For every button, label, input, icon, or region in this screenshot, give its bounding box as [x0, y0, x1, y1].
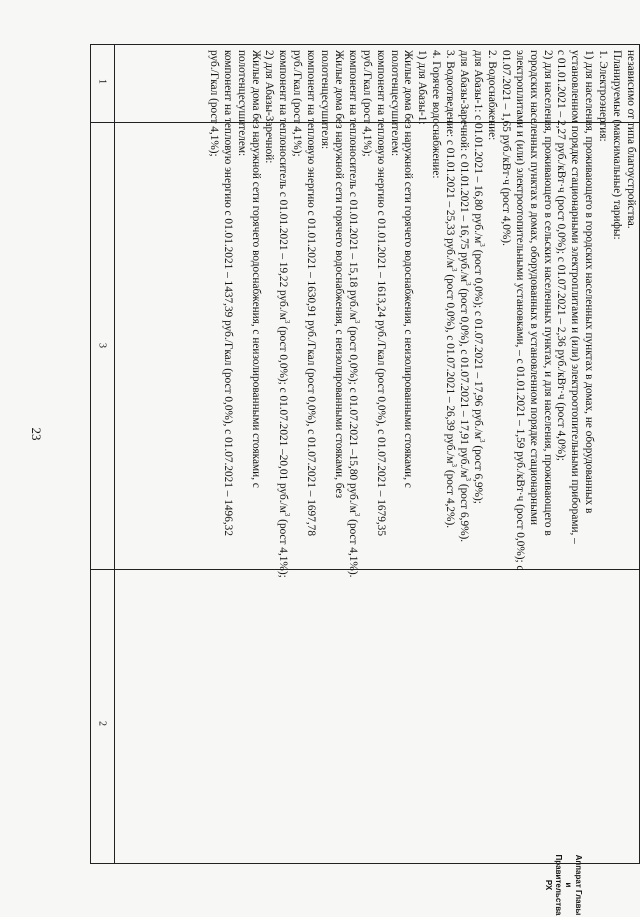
text-line: компонент на тепловую энергию с 01.01.2021 – 1630,91 руб./Гкал (рост 0,0%), с 01.07.2021 – 1697,78: [305, 50, 318, 536]
text-line: 2. Водоснабжение:: [485, 50, 498, 141]
superscript-3: 3: [449, 463, 458, 467]
text-line: Жилые дома без наружной сети горячего водоснабжения, с неизолированными стояками, с: [249, 50, 262, 488]
text-line: руб./Гкал (рост 4,1%);: [207, 50, 220, 157]
text-line: компонент на тепловую энергию с 01.01.2021 – 1437,39 руб./Гкал (рост 0,0%), с 01.07.2021 – 1496,32: [221, 50, 234, 536]
stamp-line-1: Аппарат Главы: [574, 854, 583, 916]
superscript-3: 3: [352, 512, 361, 517]
superscript-3: 3: [283, 319, 292, 324]
text-line: независимо от типа благоустройства.: [625, 50, 637, 229]
superscript-3: 3: [477, 439, 486, 443]
text-line: для Абазы-1: с 01.01.2021 – 16,80 $руб./м^3$ (рост 0,0%); с 01.07.2021 – 17,96 $руб./м^3$ (рост 6,9%);: [472, 50, 486, 504]
text-line: компонент на теплоноситель с 01.01.2021 – 19,22 $руб./м^3$ (рост 0,0%); с 01.07.2021 –20,01 $руб./м^3$ (рост 4,1%);: [277, 50, 292, 578]
text-line: 1. Электроэнергия:: [597, 50, 610, 142]
text-line: 4. Горячее водоснабжение:: [430, 50, 443, 179]
text-line: электроплитами и (или) электроотопительными установками, – с 01.01.2021 – 1,59 руб./кВт·ч (рост 0,0%); с: [513, 50, 526, 571]
text-line: для Абазы-Заречной: с 01.01.2021 – 16,75 $руб./м^3$ (рост 0,0%), с 01.07.2021 – 17,91 $руб./м^3$ (рост 6,9%).: [458, 50, 472, 543]
text-line: городских населенных пунктах в домах, оборудованных в установленном порядке стационарными: [527, 50, 540, 526]
column-number-2: 2: [96, 721, 108, 726]
text-line: руб./Гкал (рост 4,1%);: [360, 50, 373, 157]
text-line: Жилые дома без наружной сети горячего водоснабжения, с неизолированными стояками, без: [332, 50, 345, 499]
text-line: компонент на теплоноситель с 01.01.2021 – 15,18 $руб./м^3$ (рост 0,0%); с 01.07.2021 –15,80 $руб./м^3$ (рост 4,1%).: [346, 50, 361, 578]
text-line: установленном порядке стационарными электроплитами и (или) электроотопительными приборами, –: [569, 50, 582, 544]
text-line: 3. Водоотведение: с 01.01.2021 – 25,33 $руб./м^3$ (рост 0,0%), с 01.07.2021 – 26,39 $руб./м^3$ (рост 4,2%).: [444, 50, 458, 529]
superscript-3: 3: [463, 282, 472, 286]
text-line: 1) для Абазы-1:: [416, 50, 429, 125]
text-line: 01.07.2021 – 1,65 руб./кВт·ч (рост 4,0%).: [499, 50, 512, 246]
superscript-3: 3: [283, 512, 292, 517]
superscript-3: 3: [463, 477, 472, 482]
text-line: 2) для Абазы-Заречной:: [263, 50, 276, 164]
text-line: полотенцесушителем:: [388, 50, 401, 157]
text-line: 1) для населения, проживающего в городских населенных пунктах в домах, не оборудованных в: [583, 50, 596, 514]
text-line: полотенцесушителем:: [235, 50, 248, 157]
text-line: компонент на тепловую энергию с 01.01.2021 – 1613,24 руб./Гкал (рост 0,0%), с 01.07.2021 – 1679,35: [374, 50, 387, 536]
text-line: полотенцесушителя:: [319, 50, 332, 150]
text-line: 2) для населения, проживающего в сельских населенных пунктах, и для населения, проживающего в: [541, 50, 554, 536]
text-line: с 01.01.2021 – 2,27 руб./кВт·ч (рост 0,0%); с 01.07.2021 – 2,36 руб./кВт·ч (рост 4,0%);: [555, 50, 568, 461]
superscript-3: 3: [352, 319, 361, 324]
text-line: Жилые дома без наружной сети горячего водоснабжения, с неизолированными стояками, с: [402, 50, 415, 488]
text-line: Планируемые (максимальные) тарифы:: [611, 50, 624, 240]
tariff-text-cell: [114, 44, 639, 864]
column-number-3: 3: [96, 343, 108, 348]
superscript-3: 3: [449, 268, 458, 272]
page-number: 23: [29, 427, 44, 441]
stamp-line-2: и Правительства РХ: [544, 854, 573, 916]
column-number-1: 1: [96, 79, 108, 84]
text-line: руб./Гкал (рост 4,1%);: [291, 50, 304, 157]
superscript-3: 3: [477, 243, 486, 247]
